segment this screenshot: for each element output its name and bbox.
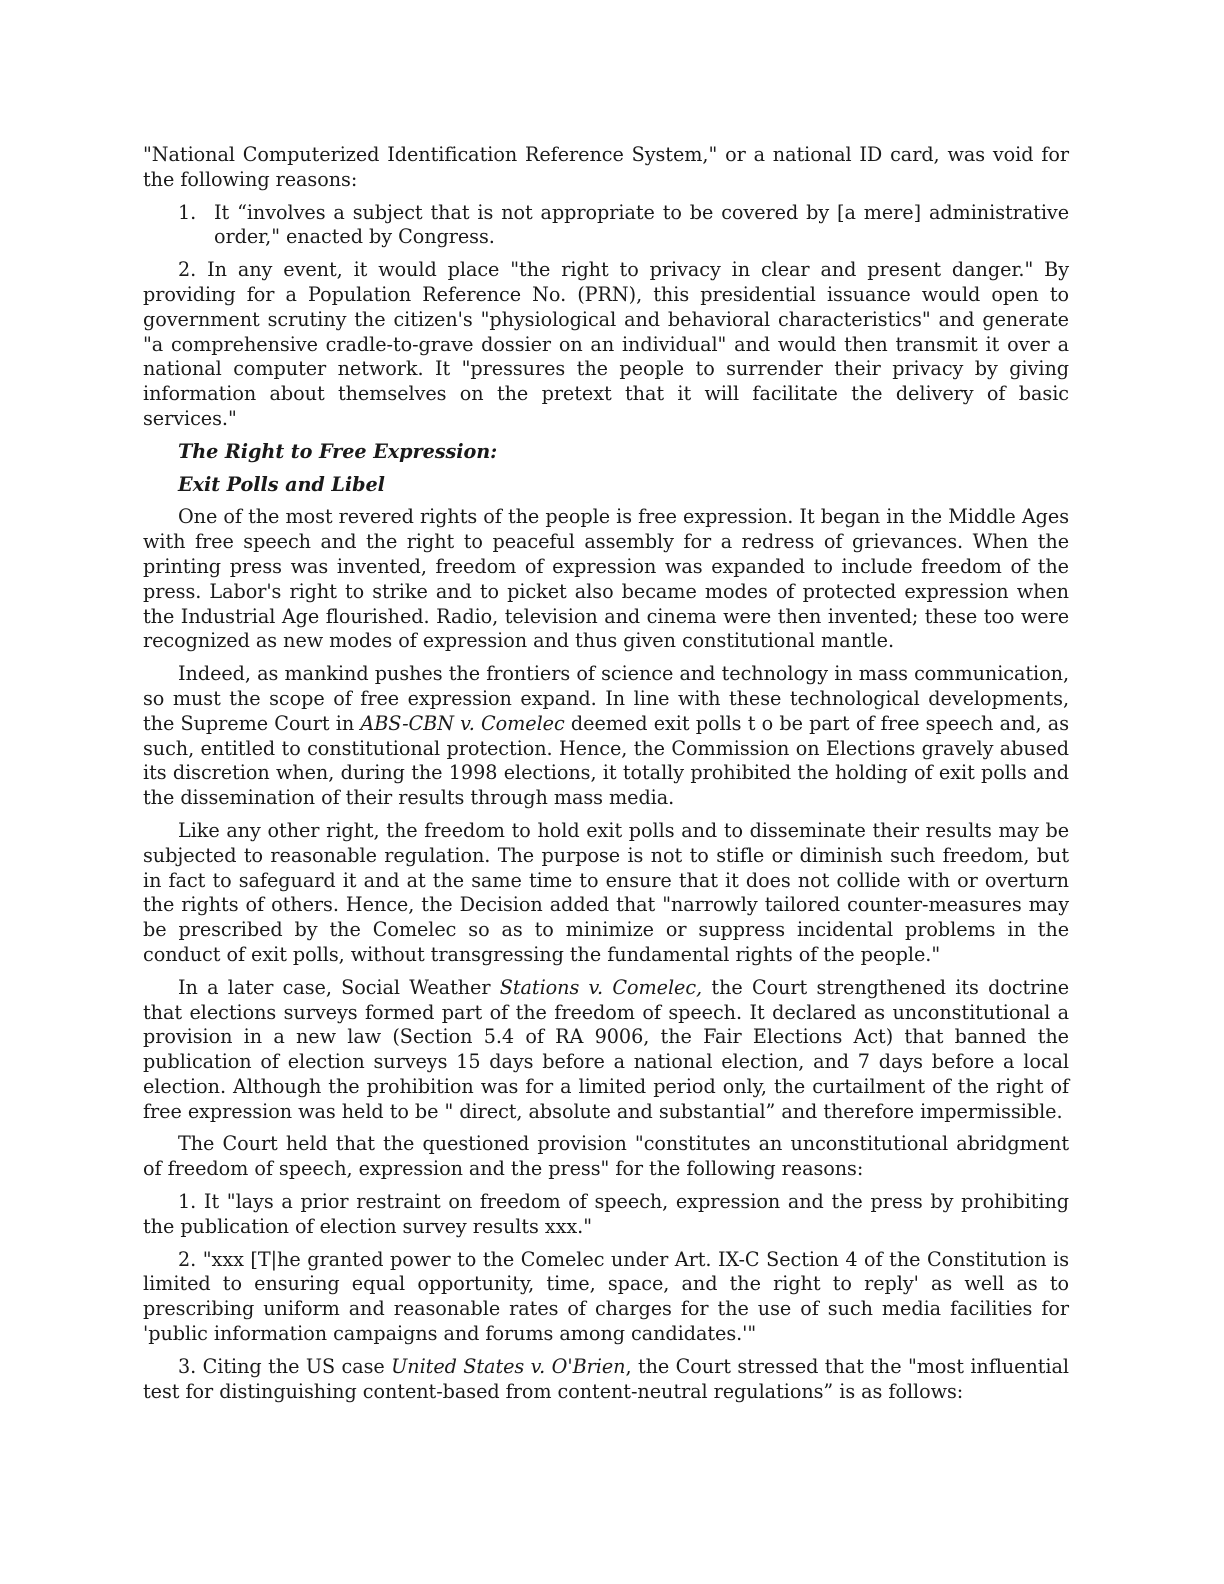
paragraph-national-id: "National Computerized Identification Reference System," or a national ID card, was void for the following reasons: <box>143 143 1069 191</box>
section-heading-exit-polls: Exit Polls and Libel <box>178 472 385 496</box>
paragraph-abs-cbn <box>143 662 1069 811</box>
text-run: deemed exit polls t o be part of free speech and, as such, entitled to constitutional protection. Hence, the Commission on Elections gravely abused its discretion when, during the 1998 elections, it totally prohibited the holding of exit polls and the dissemination of their results through mass media. <box>143 711 1069 810</box>
paragraph-reasonable-regulation: Like any other right, the freedom to hold exit polls and to disseminate their results may be subjected to reasonable regulation. The purpose is not to stifle or diminish such freedom, but in fact to safeguard it and at the same time to ensure that it does not collide with or overturn the rights of others. Hence, the Decision added that "narrowly tailored counter-measures may be prescribed by the Comelec so as to minimize or suppress incidental problems in the conduct of exit polls, without transgressing the fundamental rights of the people." <box>143 818 1069 966</box>
case-name: Stations v. Comelec, <box>499 975 703 999</box>
section-heading-free-expression: The Right to Free Expression: <box>178 439 498 463</box>
document-page <box>143 143 1069 1412</box>
list-number: 1. <box>178 200 197 224</box>
text-run: In a later case, Social Weather <box>178 975 500 999</box>
text-run: 3. Citing the US case <box>178 1354 392 1378</box>
paragraph-free-expression-history: One of the most revered rights of the people is free expression. It began in the Middle Ages with free speech and the right to peaceful assembly for a redress of grievances. When the printing press was invented, freedom of expression was expanded to include freedom of the press. Labor's right to strike and to picket also became modes of protected expression when the Industrial Age flourished. Radio, television and cinema were then invented; these too were recognized as new modes of expression and thus given constitutional mantle. <box>143 505 1069 653</box>
list-item-1 <box>178 201 1069 251</box>
case-name: ABS-CBN v. Comelec <box>360 711 565 735</box>
list-text: It “involves a subject that is not appropriate to be covered by [a mere] administrative order," enacted by Congress. <box>214 200 1069 249</box>
paragraph-reason-1: 1. It "lays a prior restraint on freedom of speech, expression and the press by prohibiting the publication of election survey results xxx." <box>143 1190 1069 1238</box>
text-run: the Court strengthened its doctrine that elections surveys formed part of the freedom of speech. It declared as unconstitutional a provision in a new law (Section 5.4 of RA 9006, the Fair Elections Act) that banned the publication of election surveys 15 days before a national election, and 7 days before a local election. Although the prohibition was for a limited period only, the curtailment of the right of free expression was held to be " direct, absolute and substantial” and therefore impermissible. <box>143 975 1069 1123</box>
paragraph-privacy-danger: 2. In any event, it would place "the right to privacy in clear and present danger." By providing for a Population Reference No. (PRN), this presidential issuance would open to government scrutiny the citizen's "physiological and behavioral characteristics" and generate "a comprehensive cradle-to-grave dossier on an individual" and would then transmit it over a national computer network. It "pressures the people to surrender their privacy by giving information about themselves on the pretext that it will facilitate the delivery of basic services." <box>143 258 1069 430</box>
text-run: Indeed, as mankind pushes the frontiers of science and technology in mass communication, so must the scope of free expression expand. In line with these technological developments, the Supreme Court in <box>143 662 1069 735</box>
paragraph-court-held: The Court held that the questioned provision "constitutes an unconstitutional abridgment of freedom of speech, expression and the press" for the following reasons: <box>143 1132 1069 1181</box>
paragraph-social-weather <box>143 976 1069 1125</box>
paragraph-reason-3 <box>143 1355 1069 1405</box>
text-run: , the Court stressed that the "most influential test for distinguishing content-based from content-neutral regulations” is as follows: <box>143 1354 1069 1403</box>
case-name: United States v. O'Brien <box>391 1354 626 1378</box>
paragraph-reason-2: 2. "xxx [T|he granted power to the Comelec under Art. IX-C Section 4 of the Constitution is limited to ensuring equal opportunity, time, space, and the right to reply' as well as to prescribing uniform and reasonable rates of charges for the use of such media facilities for 'public information campaigns and forums among candidates.'" <box>143 1247 1069 1346</box>
